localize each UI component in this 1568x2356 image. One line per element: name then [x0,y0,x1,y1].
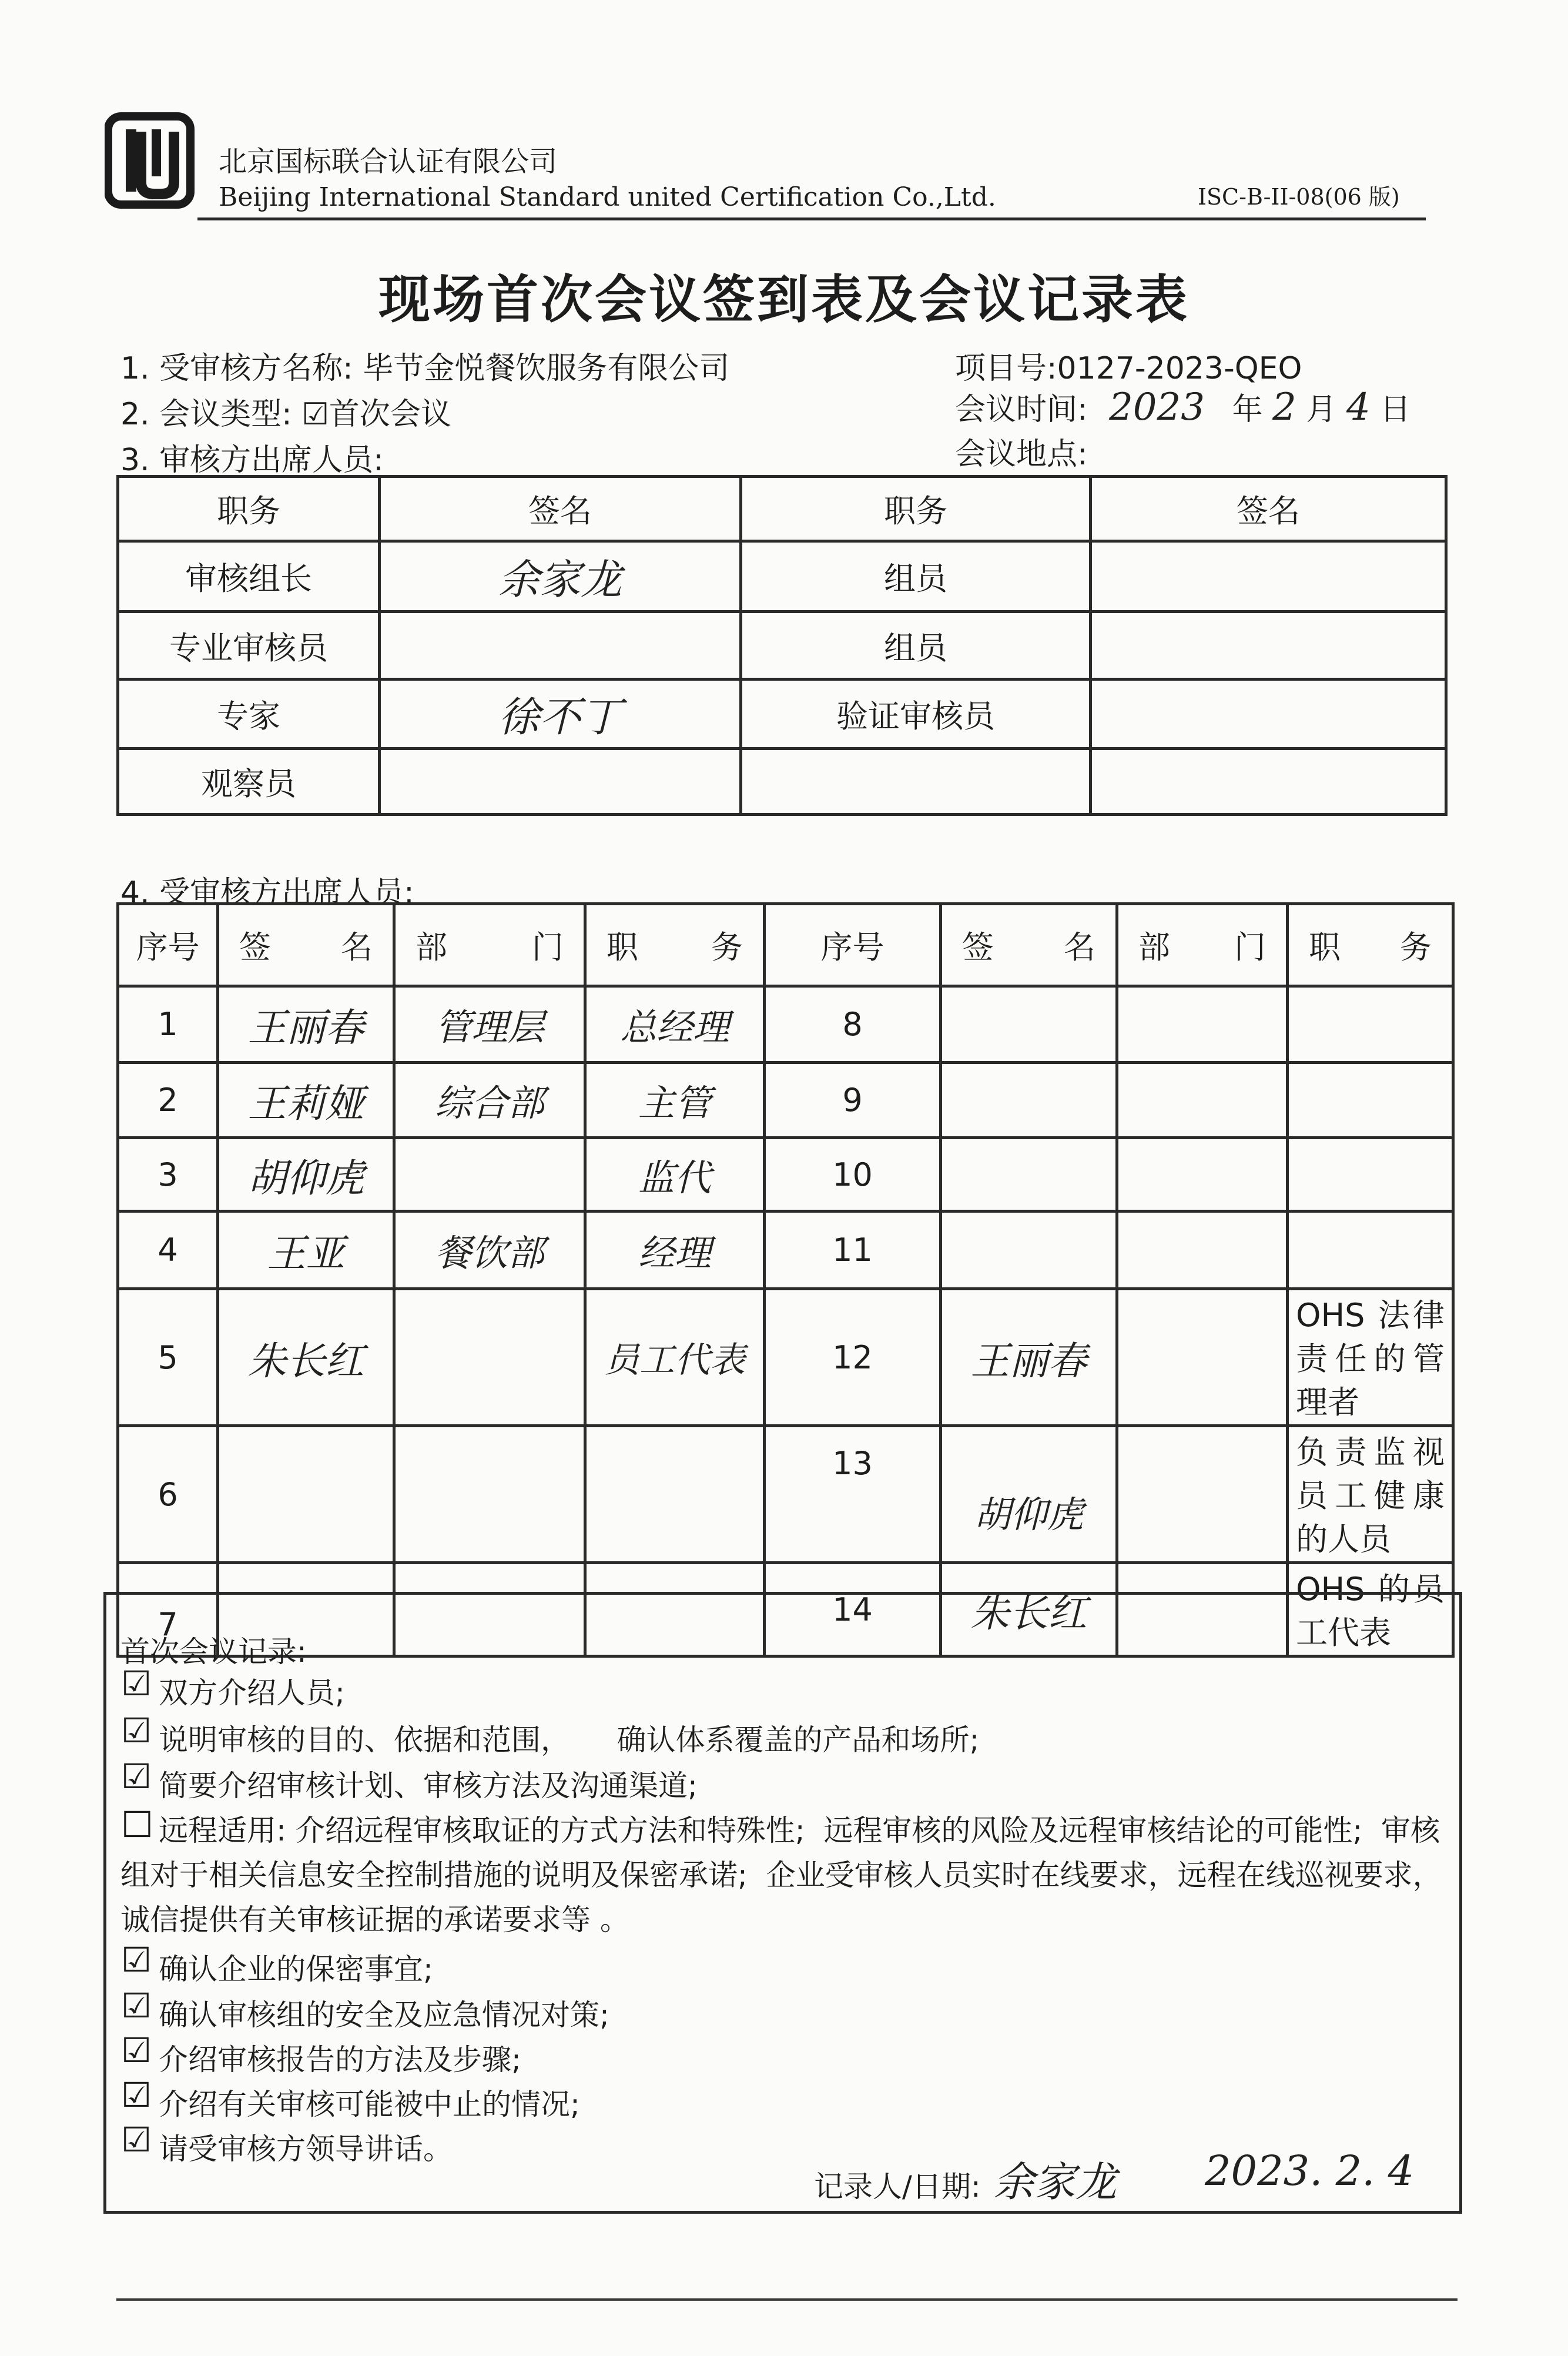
record-item-checkbox: ☑ [121,2030,152,2070]
meeting-year: 2023 [1109,386,1205,429]
record-item-text: 确认企业的保密事宜; [159,1952,433,1986]
auditee-row [118,1426,1453,1563]
auditee-name-value: 毕节金悦餐饮服务有限公司 [363,351,730,386]
header-dept-char-1: 部 [416,929,447,966]
auditor-role: 验证审核员 [741,680,1091,749]
header-sign-1: 签名 [380,477,741,541]
attendee-department [1117,1138,1288,1212]
record-item-text: 说明审核的目的、依据和范围， 确认体系覆盖的产品和场所; [159,1723,980,1757]
company-name-en: Beijing International Standard united Certification Co.,Ltd. [219,182,996,212]
row-number: 3 [118,1138,218,1212]
row-number: 2 [118,1063,218,1138]
auditor-signature [380,612,741,680]
header-sign-char-1: 签 [239,929,271,966]
record-item-text: 双方介绍人员; [159,1676,345,1710]
record-item-text: 介绍审核报告的方法及步骤; [159,2043,521,2077]
project-number-value: 0127-2023-QEO [1057,351,1302,386]
attendee-role [1288,1138,1453,1212]
attendee-role: 监代 [585,1138,765,1212]
auditor-role: 专家 [118,680,380,749]
meeting-type-label: 2. 会议类型: [120,397,292,432]
attendee-signature: 王亚 [218,1212,394,1289]
attendee-department: 餐饮部 [394,1212,585,1289]
auditor-role: 审核组长 [118,541,380,612]
auditor-row [118,680,1446,749]
meeting-time-line [955,384,1410,429]
attendee-role: 经理 [585,1212,765,1289]
project-number-line [955,343,1302,387]
row-number: 11 [765,1212,941,1289]
attendee-role: 员工代表 [585,1289,765,1426]
attendee-signature: 胡仰虎 [941,1426,1117,1563]
header-sign-1 [218,904,394,986]
header-role-2: 职务 [741,477,1091,541]
attendee-role [1288,1063,1453,1138]
auditor-row [118,612,1446,680]
auditee-row [118,1138,1453,1212]
record-item-text: 简要介绍审核计划、审核方法及沟通渠道; [159,1769,698,1803]
auditee-attendees-label: 4. 受审核方出席人员: [120,875,414,911]
attendee-department [1117,1212,1288,1289]
record-item-text: 远程适用: 介绍远程审核取证的方式方法和特殊性; 远程审核的风险及远程审核结论的可能性; 审核 [159,1813,1440,1848]
header-role-char-2: 务 [1400,929,1432,966]
attendee-role: OHS 法律责任的管理者 [1288,1289,1453,1426]
record-item-checkbox: ☑ [121,2120,152,2160]
bottom-rule [116,2298,1458,2301]
header-role-char-1: 职 [1309,929,1341,966]
header-role-1 [585,904,765,986]
record-item-checkbox: ☑ [121,1711,152,1751]
record-item-checkbox: ☑ [121,1664,152,1704]
attendee-signature [941,1138,1117,1212]
auditee-row [118,1063,1453,1138]
auditee-name-label: 1. 受审核方名称: [120,351,353,386]
header-rule [197,217,1426,220]
auditor-signature [1091,680,1446,749]
header-sign-char-1: 签 [962,929,994,966]
row-number: 7 [118,1563,218,1656]
meeting-day: 4 [1346,386,1371,429]
attendee-signature [941,1063,1117,1138]
meeting-month: 2 [1272,386,1296,429]
attendee-signature [941,986,1117,1063]
attendee-signature [218,1426,394,1563]
auditor-role: 组员 [741,541,1091,612]
auditee-table [116,902,1455,1658]
project-number-label: 项目号: [955,351,1057,386]
attendee-role: 主管 [585,1063,765,1138]
attendee-signature: 朱长红 [218,1289,394,1426]
auditor-role [741,749,1091,815]
row-number: 10 [765,1138,941,1212]
record-item-text: 请受审核方领导讲话。 [159,2132,453,2166]
row-number: 4 [118,1212,218,1289]
form-code: ISC-B-II-08(06 版) [1198,184,1400,210]
record-item-text: 诚信提供有关审核证据的承诺要求等 。 [120,1903,629,1937]
header-role-char-1: 职 [607,929,638,966]
auditor-role: 组员 [741,612,1091,680]
meeting-type-line [120,389,451,433]
document-title: 现场首次会议签到表及会议记录表 [378,269,1190,330]
auditee-row [118,986,1453,1063]
recorder-signature: 余家龙 [993,2158,1117,2206]
header-dept-char-2: 门 [532,929,564,966]
attendee-role [1288,986,1453,1063]
row-number: 14 [765,1563,941,1656]
attendee-department [1117,1289,1288,1426]
auditor-attendees-label: 3. 审核方出席人员: [120,443,384,478]
attendee-role [1288,1212,1453,1289]
auditor-signature: 余家龙 [380,541,741,612]
record-item-checkbox: □ [121,1801,153,1841]
company-name-cn: 北京国标联合认证有限公司 [219,145,558,178]
record-item-checkbox: ☑ [121,1986,152,2026]
header-sign-2 [941,904,1117,986]
attendee-signature: 王丽春 [218,986,394,1063]
row-number: 9 [765,1063,941,1138]
record-item-text: 介绍有关审核可能被中止的情况; [159,2087,580,2121]
year-char: 年 [1232,392,1263,427]
company-logo [105,112,199,212]
header-no-2: 序号 [765,904,941,986]
record-item-text: 确认审核组的安全及应急情况对策; [159,1998,609,2032]
record-item-checkbox: ☑ [121,1940,152,1980]
header-dept-char-1: 部 [1138,929,1170,966]
header-dept-1 [394,904,585,986]
auditee-table-header [118,904,1453,986]
header-role-char-2: 务 [711,929,743,966]
attendee-role: OHS 的员工代表 [1288,1563,1453,1656]
auditor-signature [1091,541,1446,612]
recorder-date: 2023. 2. 4 [1205,2147,1415,2195]
record-item-checkbox: ☑ [121,2075,152,2115]
record-item-checkbox: ☑ [121,1756,152,1796]
auditee-row [118,1212,1453,1289]
attendee-signature: 王丽春 [941,1289,1117,1426]
attendee-department: 综合部 [394,1063,585,1138]
auditor-signature [1091,749,1446,815]
header-sign-char-2: 名 [1064,929,1095,966]
attendee-signature: 王莉娅 [218,1063,394,1138]
auditor-row [118,749,1446,815]
attendee-signature: 胡仰虎 [218,1138,394,1212]
meeting-type-value: 首次会议 [329,397,451,432]
auditor-signature [1091,612,1446,680]
meeting-type-checkbox: ☑ [301,397,329,432]
attendee-department: 管理层 [394,986,585,1063]
auditor-table-header [118,477,1446,541]
auditor-signature [380,749,741,815]
attendee-role: 负责监视员工健康的人员 [1288,1426,1453,1563]
row-number: 8 [765,986,941,1063]
auditor-signature: 徐不丁 [380,680,741,749]
attendee-department [394,1289,585,1426]
record-item-text: 组对于相关信息安全控制措施的说明及保密承诺; 企业受审核人员实时在线要求，远程在线巡视要求， [120,1858,1442,1892]
header-dept-2 [1117,904,1288,986]
row-number: 6 [118,1426,218,1563]
header-role-1: 职务 [118,477,380,541]
recorder-label: 记录人/日期: [814,2170,981,2204]
meeting-time-label: 会议时间: [955,392,1088,427]
attendee-role [585,1426,765,1563]
header-sign-char-2: 名 [341,929,373,966]
row-number: 1 [118,986,218,1063]
row-number: 13 [765,1426,941,1563]
attendee-signature [941,1212,1117,1289]
row-number: 12 [765,1289,941,1426]
meeting-record-title: 首次会议记录: [120,1635,307,1669]
row-number: 5 [118,1289,218,1426]
meeting-place-label: 会议地点: [955,437,1088,472]
auditee-row [118,1289,1453,1426]
attendee-department [1117,1426,1288,1563]
header-sign-2: 签名 [1091,477,1446,541]
header-no-1: 序号 [118,904,218,986]
auditor-role: 专业审核员 [118,612,380,680]
auditor-table [116,475,1448,816]
attendee-department [394,1138,585,1212]
month-char: 月 [1306,392,1337,427]
header-dept-char-2: 门 [1234,929,1266,966]
auditor-row [118,541,1446,612]
attendee-department [394,1426,585,1563]
auditor-role: 观察员 [118,749,380,815]
header-role-2 [1288,904,1453,986]
auditee-name-line [120,343,729,387]
day-char: 日 [1380,392,1411,427]
attendee-department [1117,986,1288,1063]
attendee-role: 总经理 [585,986,765,1063]
attendee-signature: 朱长红 [941,1563,1117,1656]
attendee-department [1117,1063,1288,1138]
